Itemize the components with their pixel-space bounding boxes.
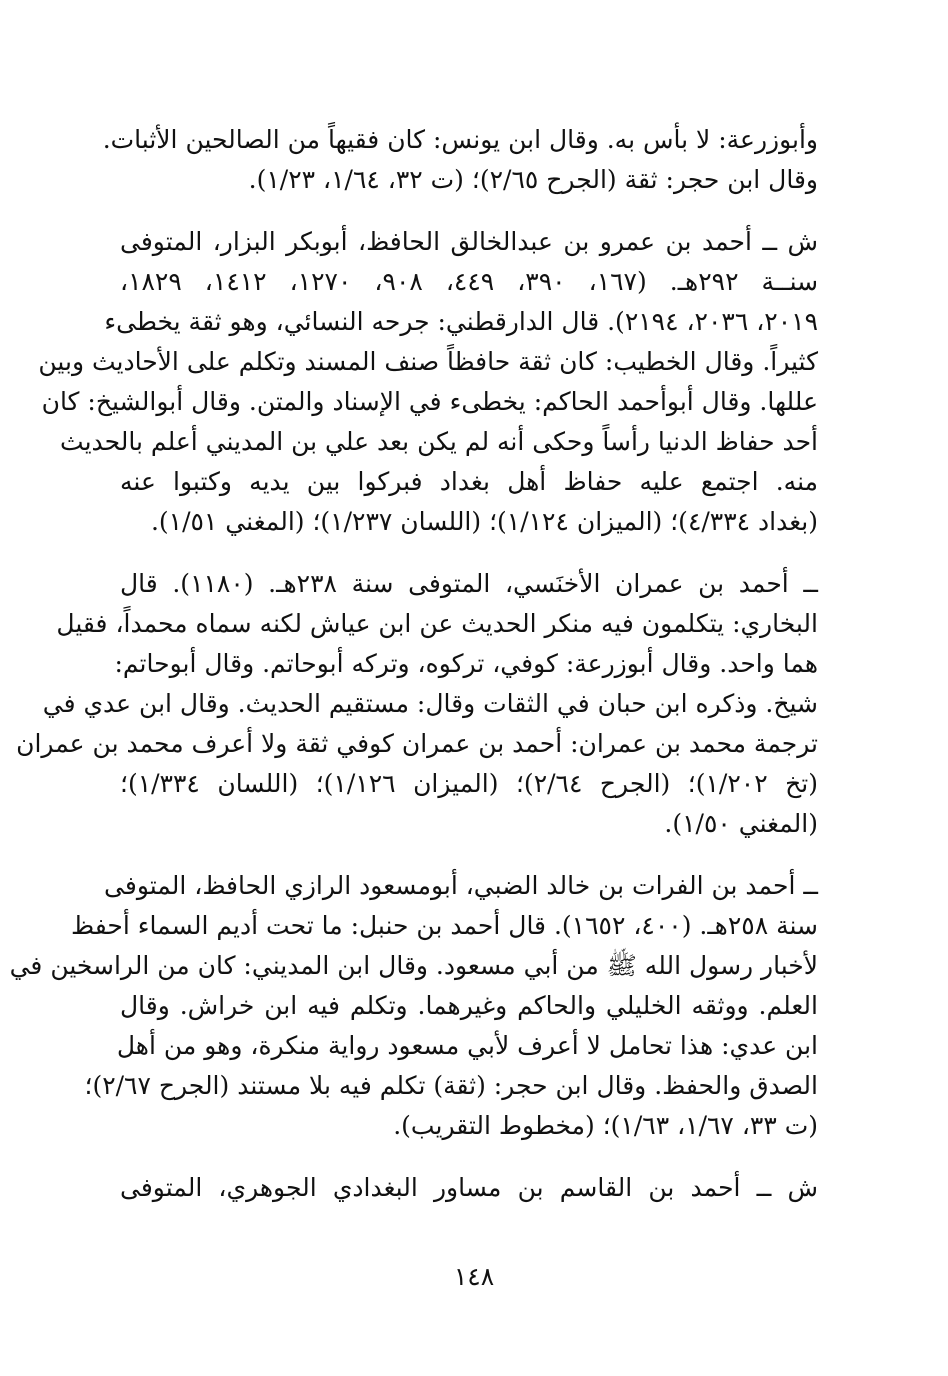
text-line: ــ أحمد بن عمران الأخنَسي، المتوفى سنة ٢٣٨هـ. (١١٨٠). قال xyxy=(120,569,819,598)
text-line: كثيراً. وقال الخطيب: كان ثقة حافظاً صنف المسند وتكلم على الأحاديث وبين xyxy=(38,347,818,376)
text-line: سنة ٢٥٨هـ. (٤٠٠، ١٦٥٢). قال أحمد بن حنبل: ما تحت أديم السماء أحفظ xyxy=(71,911,818,940)
text-line: وقال ابن حجر: ثقة (الجرح ٢/٦٥)؛ (ت ٣٢، ١/٦٤، ١/٢٣). xyxy=(248,165,818,194)
text-line: (تخ ١/٢٠٢)؛ (الجرح ٢/٦٤)؛ (الميزان ١/١٢٦)؛ (اللسان ١/٣٣٤)؛ xyxy=(120,769,818,798)
text-line: الصدق والحفظ. وقال ابن حجر: (ثقة) تكلم فيه بلا مستند (الجرح ٢/٦٧)؛ xyxy=(84,1071,818,1100)
text-line: ترجمة محمد بن عمران: أحمد بن عمران كوفي ثقة ولا أعرف محمد بن عمران xyxy=(16,729,818,758)
text-line: العلم. ووثقه الخليلي والحاكم وغيرهما. وتكلم فيه ابن خراش. وقال xyxy=(120,991,818,1020)
entry-ahmad-ibn-al-furat xyxy=(9,866,818,1146)
text-line: هما واحد. وقال أبوزرعة: كوفي، تركوه، وتركه أبوحاتم. وقال أبوحاتم: xyxy=(114,649,818,678)
page-number: ١٤٨ xyxy=(453,1262,495,1291)
text-line: ابن عدي: هذا تحامل لا أعرف لأبي مسعود رواية منكرة، وهو من أهل xyxy=(116,1031,818,1060)
text-line: شيخ. وذكره ابن حبان في الثقات وقال: مستقيم الحديث. وقال ابن عدي في xyxy=(42,689,818,718)
entry-ahmad-ibn-amr xyxy=(38,222,819,542)
text-line: سنــة ٢٩٢هـ. (١٦٧، ٣٩٠، ٤٤٩، ٩٠٨، ١٢٧٠، ١٤١٢، ١٨٢٩، xyxy=(120,267,819,296)
entry-ahmad-ibn-al-qasim xyxy=(120,1168,818,1208)
text-line: (بغداد ٤/٣٣٤)؛ (الميزان ١/١٢٤)؛ (اللسان ١/٢٣٧)؛ (المغني ١/٥١). xyxy=(150,507,818,536)
text-line: منه. اجتمع عليه حفاظ أهل بغداد فبركوا بين يديه وكتبوا عنه xyxy=(120,467,818,496)
text-line: ــ أحمد بن الفرات بن خالد الضبي، أبومسعود الرازي الحافظ، المتوفى xyxy=(104,871,818,900)
text-line: وأبوزرعة: لا بأس به. وقال ابن يونس: كان فقيهاً من الصالحين الأثبات. xyxy=(102,125,818,154)
entry-ahmad-ibn-imran xyxy=(16,564,819,844)
entry-continuation xyxy=(102,120,818,200)
text-line: عللها. وقال أبوأحمد الحاكم: يخطىء في الإسناد والمتن. وقال أبوالشيخ: كان xyxy=(41,387,818,416)
text-line: (ت ٣٣، ١/٦٧، ١/٦٣)؛ (مخطوط التقريب). xyxy=(393,1111,818,1140)
text-line: (المغني ١/٥٠). xyxy=(664,809,818,838)
text-line: ش ــ أحمد بن عمرو بن عبدالخالق الحافظ، أبوبكر البزار، المتوفى xyxy=(120,227,818,256)
text-line: أحد حفاظ الدنيا رأساً وحكى أنه لم يكن بعد علي بن المديني أعلم بالحديث xyxy=(60,427,818,456)
text-line: ش ــ أحمد بن القاسم بن مساور البغدادي الجوهري، المتوفى xyxy=(120,1173,818,1202)
text-line: لأخبار رسول الله ﷺ من أبي مسعود. وقال ابن المديني: كان من الراسخين في xyxy=(9,951,818,980)
text-line: البخاري: يتكلمون فيه منكر الحديث عن ابن عياش لكنه سماه محمداً، فقيل xyxy=(56,609,818,638)
text-line: ٢٠١٩، ٢٠٣٦، ٢١٩٤). قال الدارقطني: جرحه النسائي، وهو ثقة يخطىء xyxy=(104,307,818,336)
